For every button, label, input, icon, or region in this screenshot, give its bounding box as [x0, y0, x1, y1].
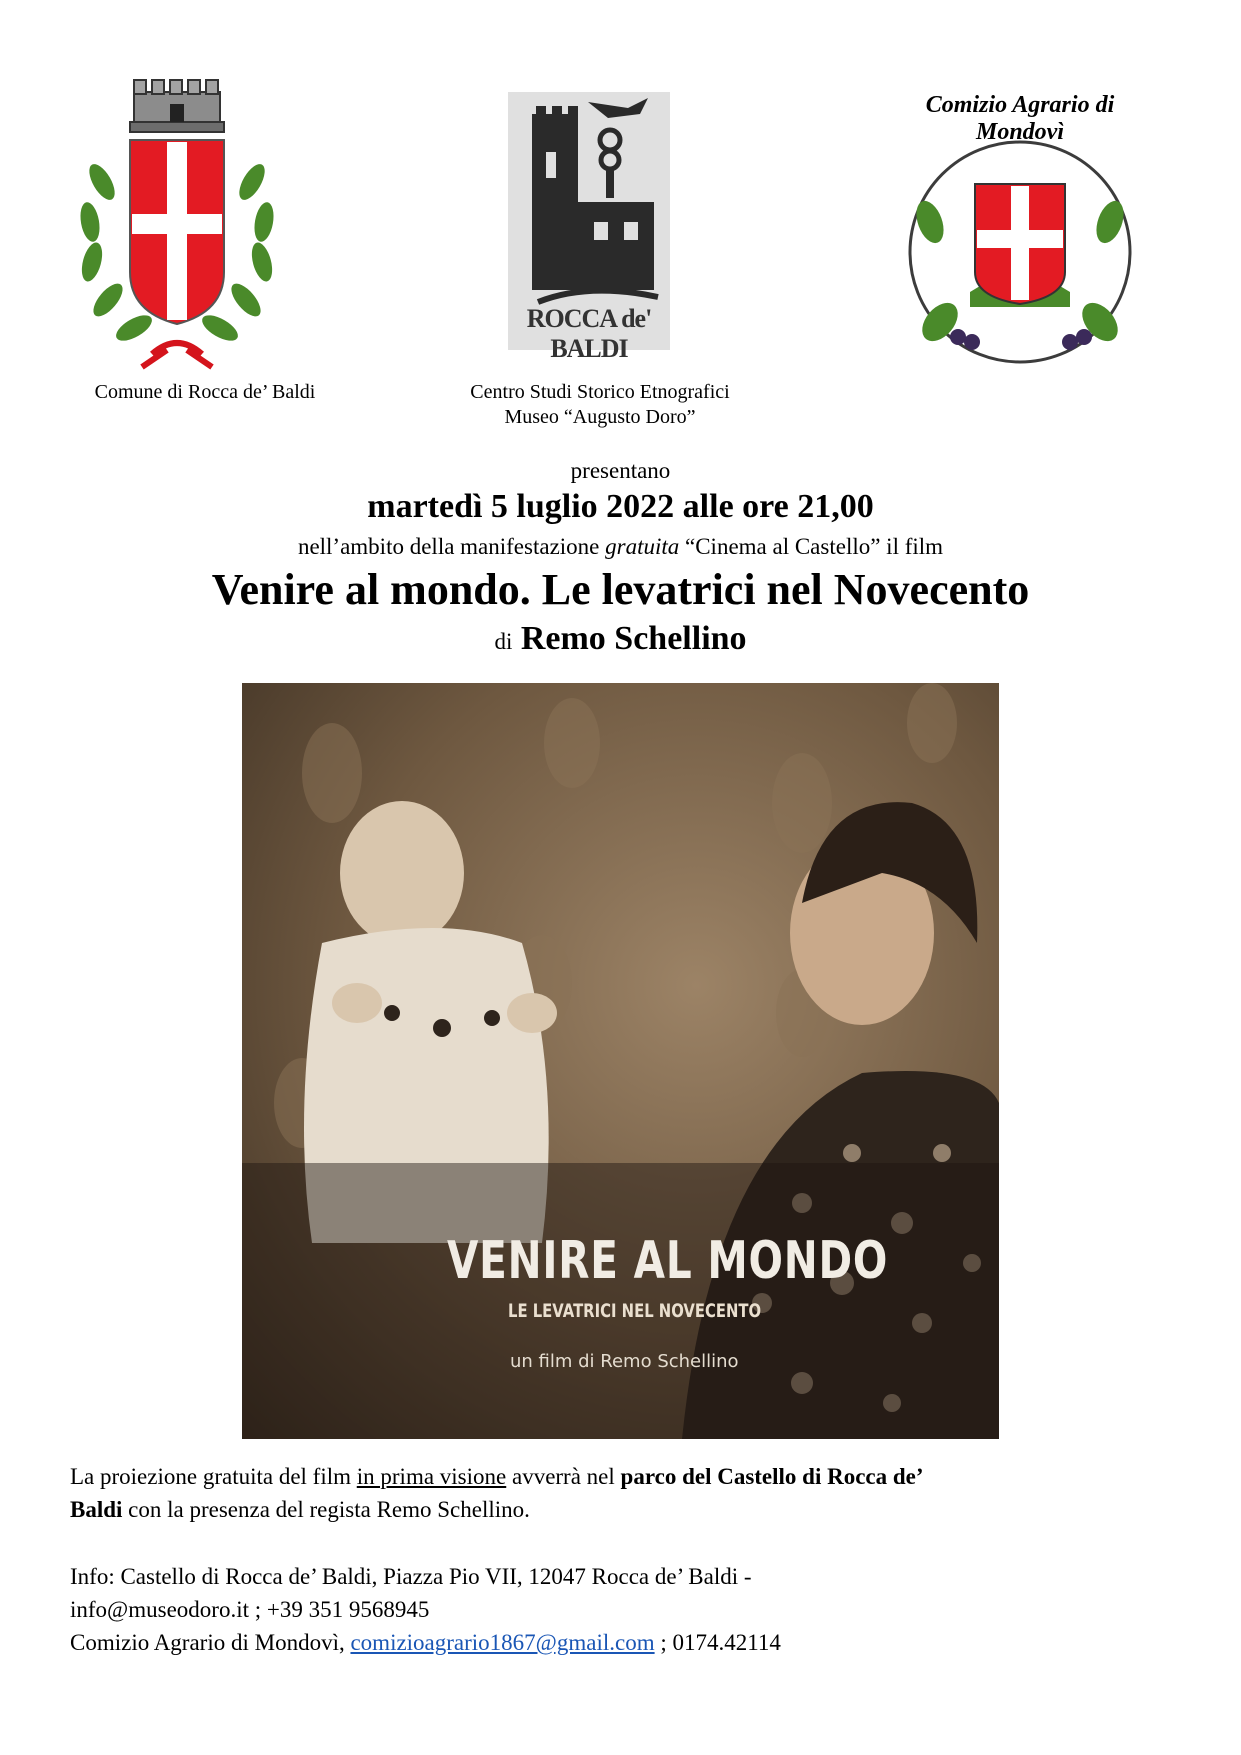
- event-context: [0, 534, 1241, 560]
- film-poster: [242, 683, 999, 1439]
- centro-studi-caption: [430, 380, 770, 430]
- poster-credit: un film di Remo Schellino: [510, 1351, 739, 1372]
- p1-bold1: parco del Castello di Rocca de’: [620, 1464, 924, 1489]
- info-line3: [70, 1626, 1170, 1659]
- poster-subtitle: LE LEVATRICI NEL NOVECENTO: [508, 1300, 762, 1322]
- poster-photo-icon: [242, 683, 999, 1439]
- info-line1: Info: Castello di Rocca de’ Baldi, Piazza Pio VII, 12047 Rocca de’ Baldi -: [70, 1564, 752, 1589]
- context-part2: “Cinema al Castello” il film: [679, 534, 944, 559]
- centro-studi-line1: Centro Studi Storico Etnografici: [470, 381, 730, 403]
- comizio-email-link[interactable]: comizioagrario1867@gmail.com: [350, 1630, 655, 1655]
- film-title: Venire al mondo. Le levatrici nel Novecento: [211, 565, 1030, 614]
- comizio-agrario-logo: [880, 92, 1160, 370]
- event-date: martedì 5 luglio 2022 alle ore 21,00: [367, 488, 874, 525]
- coat-of-arms-icon: [72, 62, 282, 374]
- info-line3-part2: ; 0174.42114: [654, 1630, 781, 1655]
- p1-bold2: Baldi: [70, 1497, 123, 1522]
- context-part1: nell’ambito della manifestazione: [297, 534, 606, 559]
- agrarian-crest-icon: [880, 92, 1160, 370]
- p1-part2: avverrà nel: [506, 1464, 621, 1489]
- rocca-logo-text: ROCCA de' BALDI: [526, 304, 652, 363]
- info-line2: info@museodoro.it ; +39 351 9568945: [70, 1597, 430, 1622]
- comune-coat-of-arms: [72, 62, 282, 374]
- context-italic: gratuita: [605, 534, 680, 559]
- poster-title: VENIRE AL MONDO: [447, 1231, 889, 1291]
- p1-underline: in prima visione: [356, 1464, 507, 1489]
- p1-part1: La proiezione gratuita del film: [70, 1464, 357, 1489]
- comizio-logo-text: Comizio Agrario di Mondovì: [925, 92, 1115, 145]
- rocca-de-baldi-logo: [508, 92, 670, 363]
- comune-caption: Comune di Rocca de’ Baldi: [94, 381, 316, 403]
- director-line: [0, 620, 1241, 658]
- screening-paragraph: [70, 1460, 1170, 1526]
- director-name: Remo Schellino: [520, 620, 747, 657]
- presentano-text: presentano: [570, 458, 671, 483]
- museo-line2: Museo “Augusto Doro”: [504, 406, 696, 428]
- p1-part3: con la presenza del regista Remo Schellino.: [122, 1497, 530, 1522]
- di-label: di: [494, 629, 513, 654]
- info-block: [70, 1560, 1170, 1659]
- info-line3-part1: Comizio Agrario di Mondovì,: [70, 1630, 351, 1655]
